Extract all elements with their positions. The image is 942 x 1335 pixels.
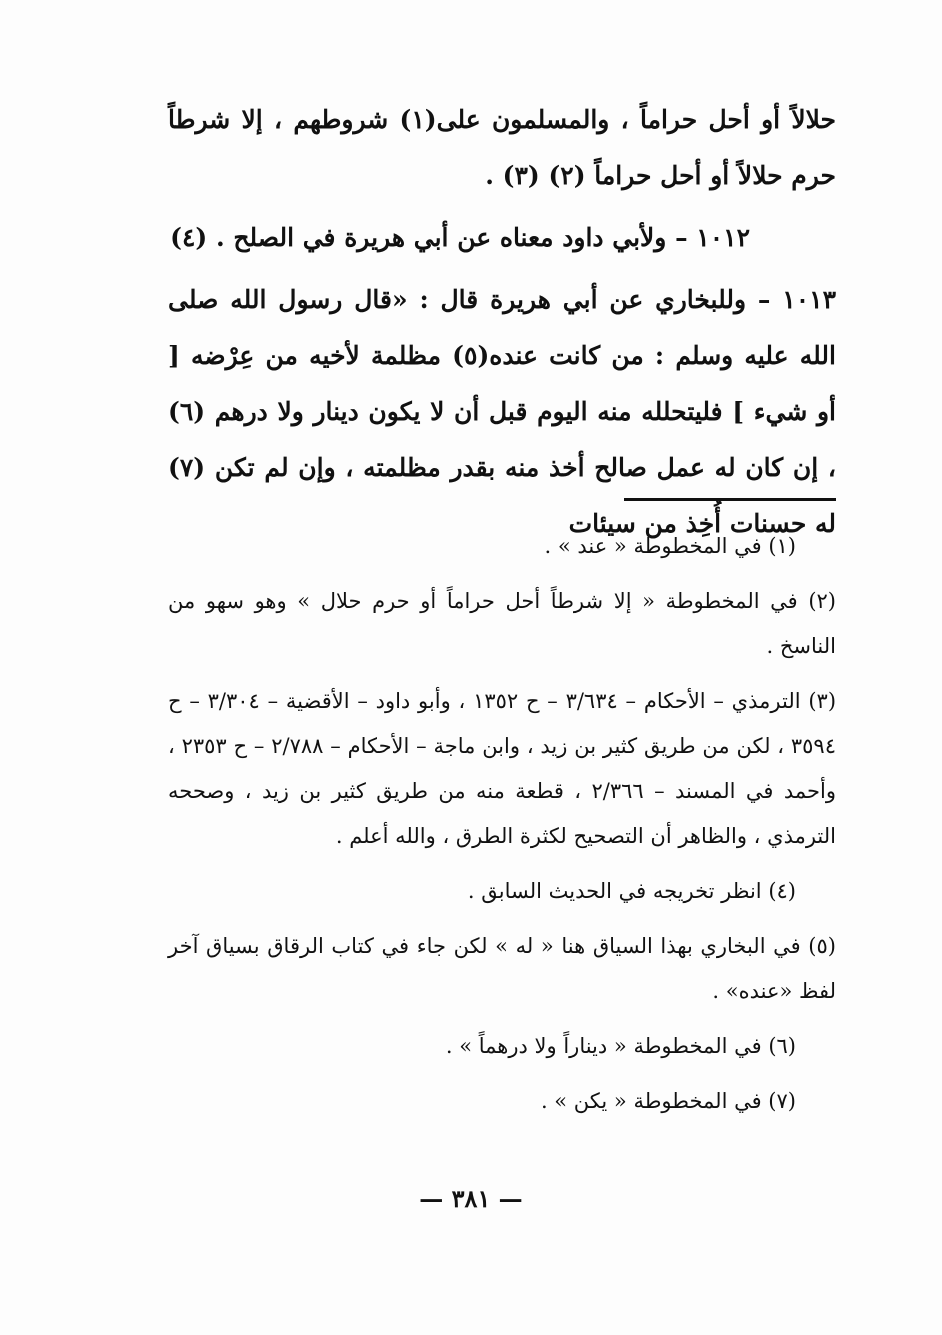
footnote-4: (٤) انظر تخريجه في الحديث السابق . <box>467 879 796 903</box>
hadith-1013: ١٠١٣ – وللبخاري عن أبي هريرة قال : «قال رسول الله صلى الله عليه وسلم : من كانت عنده(٥) مظلمة لأخيه من عِرْضه [ أو شيء ] فليتحلله منه اليوم قبل أن لا يكون دينار ولا درهم (٦) ، إن كان له عمل صالح أخذ منه بقدر مظلمته ، وإن لم تكن (٧) له حسنات أُخِذ من سيئات <box>168 285 836 538</box>
footnote-6: (٦) في المخطوطة « ديناراً ولا درهماً » . <box>445 1034 796 1058</box>
footnote-1: (١) في المخطوطة « عند » . <box>544 534 796 558</box>
page-number: — ٣٨١ — <box>419 1184 523 1213</box>
footnote-7: (٧) في المخطوطة « يكن » . <box>540 1089 796 1113</box>
footnote-separator <box>624 498 836 501</box>
footnote-5: (٥) في البخاري بهذا السياق هنا « له » لكن جاء في كتاب الرقاق بسياق آخر لفظ «عنده» . <box>168 934 836 1003</box>
footnotes <box>168 524 836 1134</box>
hadith-1012: ١٠١٢ – ولأبي داود معناه عن أبي هريرة في الصلح . (٤) <box>170 223 750 252</box>
footnote-3: (٣) الترمذي – الأحكام – ٣/٦٣٤ – ح ١٣٥٢ ، وأبو داود – الأقضية – ٣/٣٠٤ – ح ٣٥٩٤ ، لكن من طريق كثير بن زيد ، وابن ماجة – الأحكام – ٢/٧٨٨ – ح ٢٣٥٣ ، وأحمد في المسند – ٢/٣٦٦ ، قطعة منه من طريق كثير بن زيد ، وصححه الترمذي ، والظاهر أن التصحيح لكثرة الطرق ، والله أعلم . <box>168 689 837 848</box>
main-text <box>168 92 836 552</box>
footnote-2: (٢) في المخطوطة « إلا شرطاً أحل حراماً أو حرم حلال » وهو سهو من الناسخ . <box>168 589 836 658</box>
main-paragraph-1: حلالاً أو أحل حراماً ، والمسلمون على(١) شروطهم ، إلا شرطاً حرم حلالاً أو أحل حراماً (٢) (٣) . <box>168 105 836 190</box>
